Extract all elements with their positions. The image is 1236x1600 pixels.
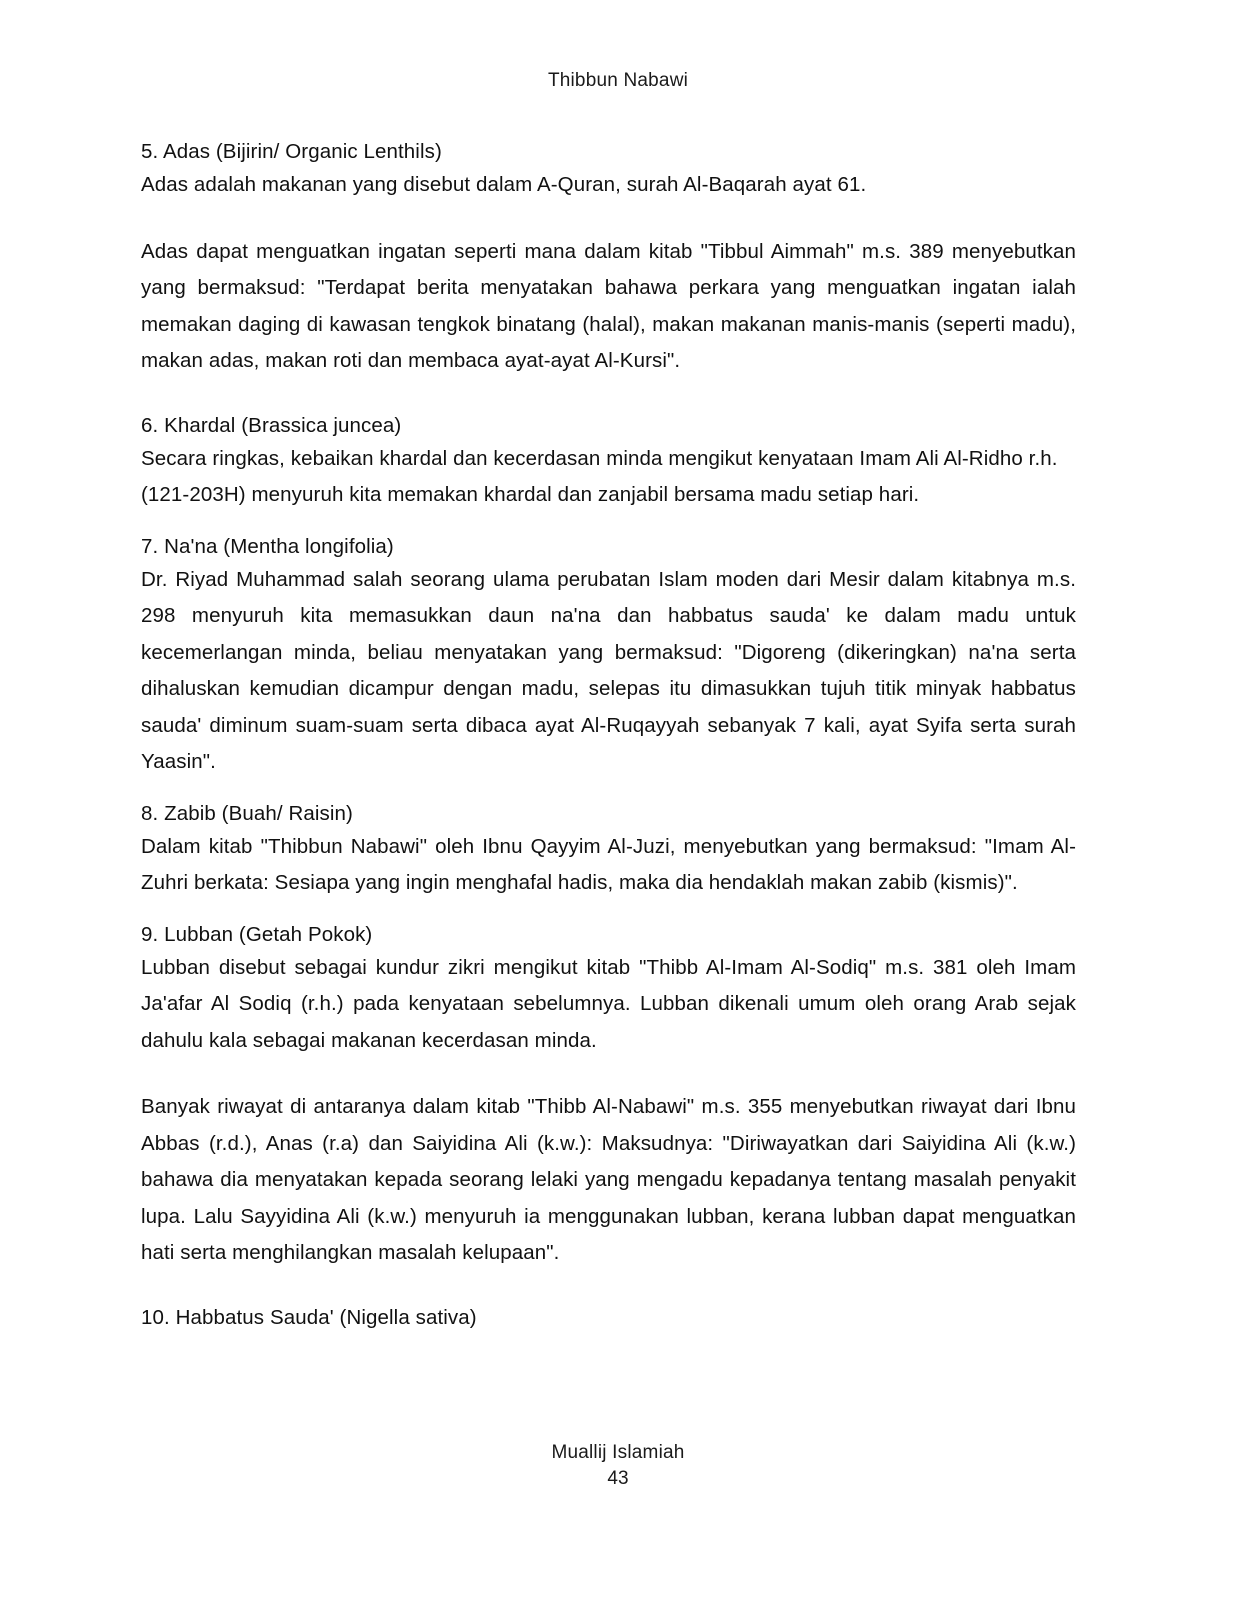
section-lead-8: Dalam kitab "Thibbun Nabawi" oleh Ibnu Qayyim Al-Juzi, menyebutkan yang bermaksud: "Imam Al-Zuhri berkata: Sesiapa yang ingin menghafal hadis, maka dia hendaklah makan zabib (kismis)".	[141, 834, 1076, 894]
section-lead-7: Dr. Riyad Muhammad salah seorang ulama perubatan Islam moden dari Mesir dalam kitabnya m.s. 298 menyuruh kita memasukkan daun na'na dan habbatus sauda' ke dalam madu untuk kecemerlangan minda, beliau menyatakan yang bermaksud: "Digoreng (dikeringkan) na'na serta dihaluskan kemudian dicampur dengan madu, selepas itu dimasukkan tujuh titik minyak habbatus sauda' diminum suam-suam serta dibaca ayat Al-Ruqayyah sebanyak 7 kali, ayat Syifa serta surah Yaasin".	[141, 567, 1076, 773]
section-heading-5: 5. Adas (Bijirin/ Organic Lenthils)	[141, 140, 442, 163]
section-heading-6: 6. Khardal (Brassica juncea)	[141, 413, 402, 437]
section-lead-6: Secara ringkas, kebaikan khardal dan kecerdasan minda mengikut kenyataan Imam Ali Al-Ridho r.h. (121-203H) menyuruh kita memakan khardal dan zanjabil bersama madu setiap hari.	[141, 446, 1058, 506]
footer-publisher: Muallij Islamiah	[551, 1442, 685, 1463]
section-heading-10: 10. Habbatus Sauda' (Nigella sativa)	[141, 1305, 477, 1329]
page-footer	[0, 1440, 1236, 1492]
section-heading-9: 9. Lubban (Getah Pokok)	[141, 922, 373, 946]
page-body	[141, 136, 1076, 1333]
section-heading-7: 7. Na'na (Mentha longifolia)	[141, 534, 394, 558]
section-paragraph-9-1: Banyak riwayat di antaranya dalam kitab "Thibb Al-Nabawi" m.s. 355 menyebutkan riwayat dari Ibnu Abbas (r.d.), Anas (r.a) dan Saiyidina Ali (k.w.): Maksudnya: "Diriwayatkan dari Saiyidina Ali (k.w.) bahawa dia menyatakan kepada seorang lelaki yang mengadu kepadanya tentang masalah penyakit lupa. Lalu Sayyidina Ali (k.w.) menyuruh ia menggunakan lubban, kerana lubban dapat menguatkan hati serta menghilangkan masalah kelupaan".	[141, 1095, 1076, 1264]
spacer	[141, 204, 1076, 234]
spacer	[141, 380, 1076, 410]
spacer	[141, 1059, 1076, 1089]
spacer	[141, 514, 1076, 531]
spacer	[141, 781, 1076, 798]
section-heading-8: 8. Zabib (Buah/ Raisin)	[141, 801, 353, 825]
footer-page-number: 43	[607, 1468, 629, 1489]
spacer	[141, 1272, 1076, 1302]
running-header: Thibbun Nabawi	[547, 70, 689, 91]
spacer	[141, 902, 1076, 919]
section-lead-9: Lubban disebut sebagai kundur zikri mengikut kitab "Thibb Al-Imam Al-Sodiq" m.s. 381 oleh Imam Ja'afar Al Sodiq (r.h.) pada kenyataan sebelumnya. Lubban dikenali umum oleh orang Arab sejak dahulu kala sebagai makanan kecerdasan minda.	[141, 955, 1076, 1052]
section-lead-5: Adas adalah makanan yang disebut dalam A-Quran, surah Al-Baqarah ayat 61.	[141, 173, 867, 196]
section-paragraph-5-1: Adas dapat menguatkan ingatan seperti mana dalam kitab "Tibbul Aimmah" m.s. 389 menyebutkan yang bermaksud: "Terdapat berita menyatakan bahawa perkara yang menguatkan ingatan ialah memakan daging di kawasan tengkok binatang (halal), makan makanan manis-manis (seperti madu), makan adas, makan roti dan membaca ayat-ayat Al-Kursi".	[141, 239, 1076, 372]
